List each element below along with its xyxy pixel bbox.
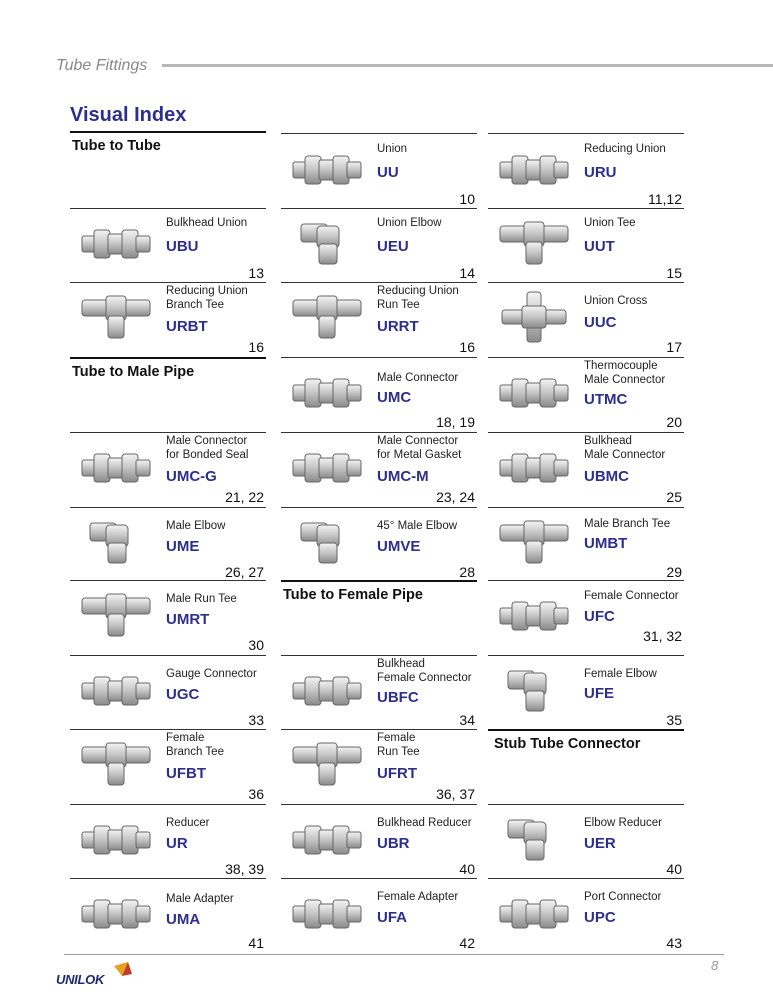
fitting-ufrt[interactable] xyxy=(281,729,477,804)
fitting-code: UBMC xyxy=(584,468,629,485)
name-line: Branch Tee xyxy=(166,746,224,758)
fitting-ubmc[interactable] xyxy=(488,432,684,507)
fitting-uma[interactable] xyxy=(70,878,266,953)
fitting-pages: 21, 22 xyxy=(225,489,264,505)
male-connector-bonded-seal-icon xyxy=(76,440,156,494)
male-adapter-icon xyxy=(76,886,156,940)
fitting-pages: 15 xyxy=(666,265,682,281)
fitting-upc[interactable] xyxy=(488,878,684,953)
fitting-code: UMVE xyxy=(377,538,421,555)
fitting-code: UFBT xyxy=(166,765,206,782)
fitting-ufbt[interactable] xyxy=(70,729,266,804)
fitting-name xyxy=(377,284,495,312)
fitting-code: UGC xyxy=(166,686,200,703)
fitting-umbt[interactable] xyxy=(488,507,684,582)
fitting-pages: 10 xyxy=(459,191,475,207)
union-tee-icon xyxy=(494,216,574,270)
header-title: Tube Fittings xyxy=(56,57,148,74)
fitting-code: UMRT xyxy=(166,611,210,628)
fitting-name: Gauge Connector xyxy=(166,668,257,680)
fitting-pages: 33 xyxy=(248,712,264,728)
fitting-ufe[interactable] xyxy=(488,655,684,730)
fitting-pages: 23, 24 xyxy=(436,489,475,505)
fitting-ugc[interactable] xyxy=(70,655,266,730)
fitting-name: Male Connector xyxy=(377,372,459,384)
fitting-code: UMA xyxy=(166,911,201,928)
female-elbow-icon xyxy=(494,663,574,717)
fitting-ubu[interactable] xyxy=(70,208,266,283)
heading-rule xyxy=(70,131,266,133)
name-line: Bulkhead xyxy=(584,435,632,447)
fitting-name xyxy=(166,284,284,312)
fitting-code: UFA xyxy=(377,909,407,926)
fitting-pages: 34 xyxy=(459,712,475,728)
unilok-logo xyxy=(56,960,146,990)
female-adapter-icon xyxy=(287,886,367,940)
male-connector-icon xyxy=(287,365,367,419)
fitting-code: URBT xyxy=(166,318,208,335)
logo-text: UNILOK xyxy=(56,972,105,987)
fitting-code: UER xyxy=(584,835,616,852)
fitting-pages: 29 xyxy=(666,564,682,580)
fitting-pages: 35 xyxy=(666,712,682,728)
fitting-code: UBFC xyxy=(377,689,419,706)
fitting-code: UR xyxy=(166,835,188,852)
fitting-code: UMC xyxy=(377,389,412,406)
fitting-name: Elbow Reducer xyxy=(584,817,662,829)
fitting-urbt[interactable] xyxy=(70,282,266,357)
union-cross-icon xyxy=(494,290,574,344)
bulkhead-union-icon xyxy=(76,216,156,270)
fitting-name: Reducer xyxy=(166,817,210,829)
fitting-pages: 38, 39 xyxy=(225,861,264,877)
fitting-name: Male Elbow xyxy=(166,520,226,532)
fitting-pages: 28 xyxy=(459,564,475,580)
header-rule xyxy=(162,64,773,67)
fitting-pages: 25 xyxy=(666,489,682,505)
name-line: Male Connector xyxy=(377,435,459,447)
port-connector-icon xyxy=(494,886,574,940)
fitting-pages: 36 xyxy=(248,786,264,802)
name-line: Reducing Union xyxy=(166,285,248,297)
fitting-pages: 26, 27 xyxy=(225,564,264,580)
reducer-icon xyxy=(76,812,156,866)
page-number: 8 xyxy=(711,958,719,973)
fitting-ueu[interactable] xyxy=(281,208,477,283)
name-line: Run Tee xyxy=(377,299,420,311)
fitting-name: Female Elbow xyxy=(584,668,657,680)
fitting-name: Female Connector xyxy=(584,590,679,602)
name-line: Male Connector xyxy=(584,374,666,386)
fitting-ufc[interactable] xyxy=(488,580,684,655)
fitting-pages: 42 xyxy=(459,935,475,951)
fitting-pages: 40 xyxy=(666,861,682,877)
fitting-uu[interactable] xyxy=(281,134,477,209)
fitting-pages: 36, 37 xyxy=(436,786,475,802)
fitting-utmc[interactable] xyxy=(488,357,684,432)
fitting-name xyxy=(584,359,702,387)
fitting-pages: 16 xyxy=(248,339,264,355)
fitting-pages: 14 xyxy=(459,265,475,281)
fitting-code: UFRT xyxy=(377,765,417,782)
union-icon xyxy=(287,142,367,196)
fitting-pages: 40 xyxy=(459,861,475,877)
fitting-code: UMC-M xyxy=(377,468,429,485)
fitting-code: UBU xyxy=(166,238,199,255)
reducing-run-tee-icon xyxy=(287,290,367,344)
section-stub-tube-connector: Stub Tube Connector xyxy=(494,736,641,752)
fitting-name: Port Connector xyxy=(584,891,662,903)
fitting-code: UPC xyxy=(584,909,616,926)
fitting-pages: 41 xyxy=(248,935,264,951)
fitting-name: Bulkhead Union xyxy=(166,217,248,229)
name-line: Thermocouple xyxy=(584,360,658,372)
name-line: Run Tee xyxy=(377,746,420,758)
fitting-umc[interactable] xyxy=(281,357,477,432)
fitting-pages: 11,12 xyxy=(648,191,682,207)
fitting-name: Union Tee xyxy=(584,217,636,229)
name-line: Female xyxy=(166,732,205,744)
name-line: Branch Tee xyxy=(166,299,224,311)
section-rule-male xyxy=(70,357,266,359)
fitting-name: Union xyxy=(377,143,408,155)
footer-rule xyxy=(64,954,724,955)
fitting-name: Reducing Union xyxy=(584,143,666,155)
fitting-uru[interactable] xyxy=(488,134,684,209)
male-branch-tee-icon xyxy=(494,515,574,569)
thermocouple-connector-icon xyxy=(494,365,574,419)
fitting-name: Male Adapter xyxy=(166,893,234,905)
section-tube-to-tube: Tube to Tube xyxy=(72,138,161,154)
female-branch-tee-icon xyxy=(76,737,156,791)
bulkhead-male-connector-icon xyxy=(494,440,574,494)
fitting-umcg[interactable] xyxy=(70,432,266,507)
page-title: Visual Index xyxy=(70,104,187,126)
fitting-uuc[interactable] xyxy=(488,282,684,357)
name-line: Bulkhead xyxy=(377,658,425,670)
fitting-pages: 20 xyxy=(666,414,682,430)
fitting-name: Bulkhead Reducer xyxy=(377,817,472,829)
fitting-name xyxy=(377,731,495,759)
fitting-name: Female Adapter xyxy=(377,891,459,903)
elbow-reducer-icon xyxy=(494,812,574,866)
union-elbow-icon xyxy=(287,216,367,270)
45-male-elbow-icon xyxy=(287,515,367,569)
female-connector-icon xyxy=(494,588,574,642)
name-line: Female Connector xyxy=(377,672,472,684)
fitting-umrt[interactable] xyxy=(70,580,266,655)
fitting-code: UBR xyxy=(377,835,410,852)
fitting-ur[interactable] xyxy=(70,804,266,879)
fitting-code: UU xyxy=(377,164,399,181)
fitting-uut[interactable] xyxy=(488,208,684,283)
fitting-code: URRT xyxy=(377,318,419,335)
fitting-urrt[interactable] xyxy=(281,282,477,357)
male-run-tee-icon xyxy=(76,588,156,642)
fitting-pages: 31, 32 xyxy=(643,628,682,644)
fitting-name: Male Branch Tee xyxy=(584,518,671,530)
reducing-union-icon xyxy=(494,142,574,196)
fitting-umcm[interactable] xyxy=(281,432,477,507)
name-line: Female xyxy=(377,732,416,744)
fitting-name: Union Cross xyxy=(584,295,648,307)
bulkhead-reducer-icon xyxy=(287,812,367,866)
name-line: for Metal Gasket xyxy=(377,449,462,461)
section-tube-to-female-pipe: Tube to Female Pipe xyxy=(283,587,423,603)
fitting-code: UME xyxy=(166,538,200,555)
fitting-name: Male Run Tee xyxy=(166,593,237,605)
fitting-code: UMBT xyxy=(584,535,628,552)
fitting-name xyxy=(166,731,284,759)
gauge-connector-icon xyxy=(76,663,156,717)
fitting-name: 45° Male Elbow xyxy=(377,520,458,532)
fitting-code: UEU xyxy=(377,238,409,255)
fitting-code: URU xyxy=(584,164,617,181)
fitting-ufa[interactable] xyxy=(281,878,477,953)
fitting-ume[interactable] xyxy=(70,507,266,582)
fitting-uer[interactable] xyxy=(488,804,684,879)
fitting-pages: 18, 19 xyxy=(436,414,475,430)
fitting-code: UMC-G xyxy=(166,468,217,485)
fitting-pages: 17 xyxy=(666,339,682,355)
fitting-name xyxy=(166,434,284,462)
female-run-tee-icon xyxy=(287,737,367,791)
fitting-pages: 16 xyxy=(459,339,475,355)
fitting-code: UTMC xyxy=(584,391,628,408)
fitting-name xyxy=(584,434,702,462)
name-line: for Bonded Seal xyxy=(166,449,249,461)
fitting-name xyxy=(377,657,495,685)
name-line: Male Connector xyxy=(166,435,248,447)
male-elbow-icon xyxy=(76,515,156,569)
fitting-code: UFE xyxy=(584,685,614,702)
fitting-code: UUC xyxy=(584,314,617,331)
name-line: Male Connector xyxy=(584,449,666,461)
fitting-code: UUT xyxy=(584,238,615,255)
fitting-pages: 43 xyxy=(666,935,682,951)
fitting-name xyxy=(377,434,495,462)
fitting-ubfc[interactable] xyxy=(281,655,477,730)
fitting-umve[interactable] xyxy=(281,507,477,582)
reducing-branch-tee-icon xyxy=(76,290,156,344)
section-tube-to-male-pipe: Tube to Male Pipe xyxy=(72,364,195,380)
fitting-pages: 13 xyxy=(248,265,264,281)
name-line: Reducing Union xyxy=(377,285,459,297)
male-connector-metal-gasket-icon xyxy=(287,440,367,494)
fitting-pages: 30 xyxy=(248,637,264,653)
fitting-ubr[interactable] xyxy=(281,804,477,879)
fitting-code: UFC xyxy=(584,608,615,625)
bulkhead-female-connector-icon xyxy=(287,663,367,717)
fitting-name: Union Elbow xyxy=(377,217,442,229)
